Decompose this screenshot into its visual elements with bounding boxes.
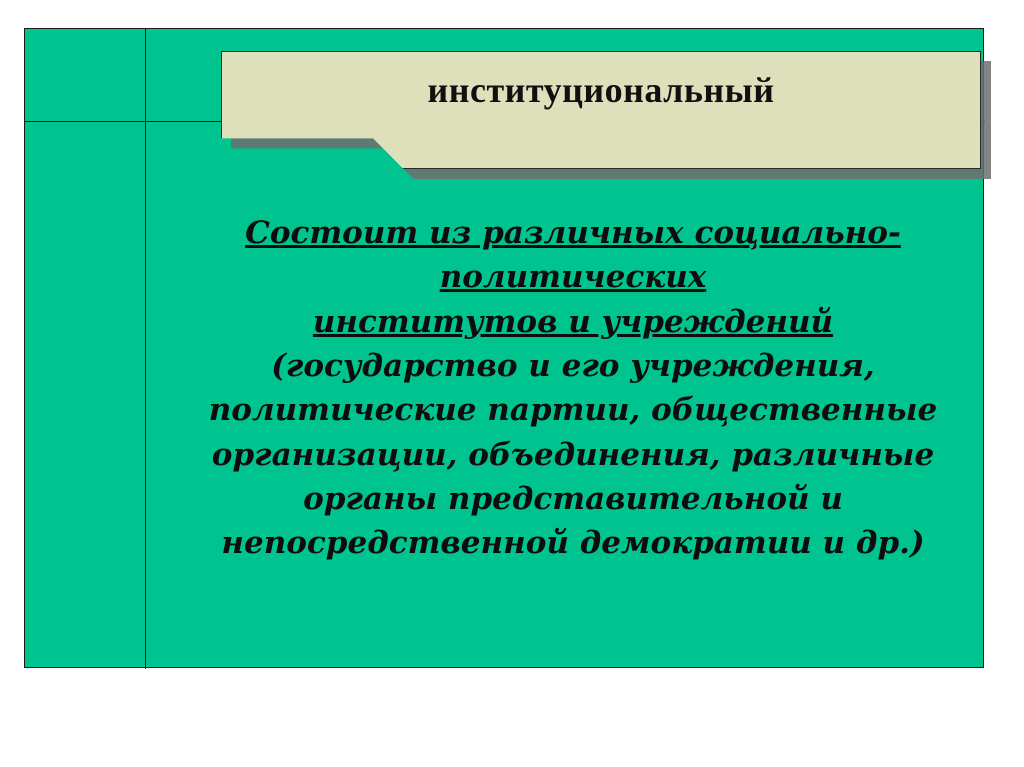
title-banner [221, 51, 991, 181]
content-panel [24, 28, 984, 668]
body-line-remainder: (государство и его учреждения, политические партии, общественные организации, объединения, различные органы представительной и непосредственной демократии и др.) [208, 347, 938, 562]
body-line-underlined-1: Состоит из различных социально-политических [245, 215, 901, 296]
slide-body-text [173, 211, 973, 566]
slide-title: институциональный [427, 70, 775, 110]
table-divider-vertical [145, 29, 146, 669]
body-line-underlined-2: институтов и учреждений [312, 303, 834, 340]
